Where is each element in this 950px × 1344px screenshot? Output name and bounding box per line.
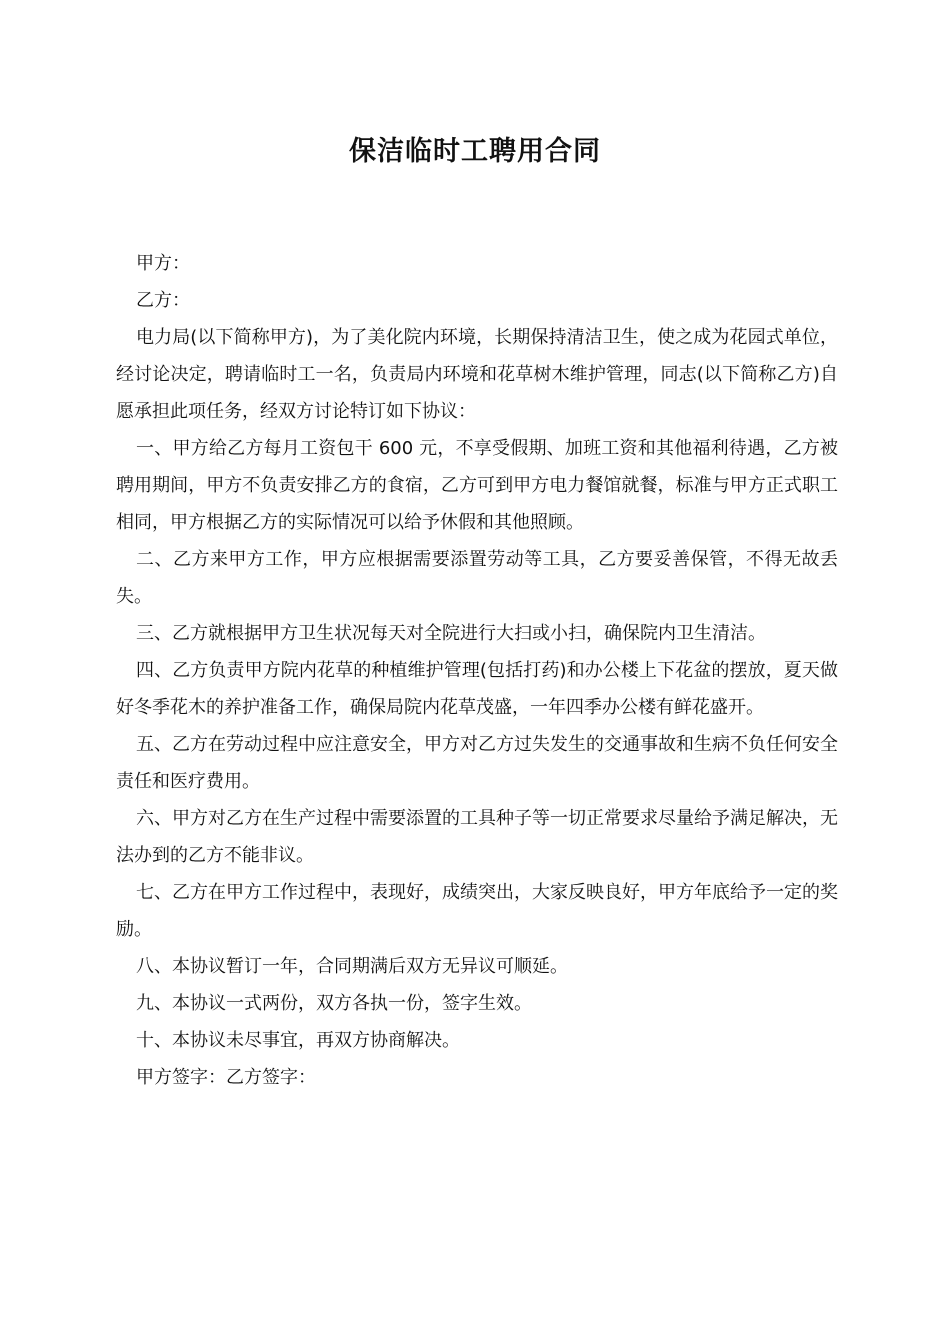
party-b-line: 乙方： (136, 290, 190, 311)
document-body (116, 245, 838, 1096)
clause-8: 八、本协议暂订一年，合同期满后双方无异议可顺延。 (136, 956, 568, 977)
party-a-line: 甲方： (136, 253, 190, 274)
clause-6: 六、甲方对乙方在生产过程中需要添置的工具种子等一切正常要求尽量给予满足解决，无法办到的乙方不能非议。 (116, 808, 838, 866)
clause-4: 四、乙方负责甲方院内花草的种植维护管理(包括打药)和办公楼上下花盆的摆放，夏天做好冬季花木的养护准备工作，确保局院内花草茂盛，一年四季办公楼有鲜花盛开。 (116, 660, 838, 718)
clause-2: 二、乙方来甲方工作，甲方应根据需要添置劳动等工具，乙方要妥善保管，不得无故丢失。 (116, 549, 838, 607)
clause-9: 九、本协议一式两份，双方各执一份，签字生效。 (136, 993, 532, 1014)
clause-1: 一、甲方给乙方每月工资包干 600 元，不享受假期、加班工资和其他福利待遇，乙方被聘用期间，甲方不负责安排乙方的食宿，乙方可到甲方电力餐馆就餐，标准与甲方正式职工相同，甲方根据乙方的实际情况可以给予休假和其他照顾。 (116, 438, 838, 533)
clause-3: 三、乙方就根据甲方卫生状况每天对全院进行大扫或小扫，确保院内卫生清洁。 (136, 623, 766, 644)
intro-paragraph: 电力局(以下简称甲方)，为了美化院内环境，长期保持清洁卫生，使之成为花园式单位，经讨论决定，聘请临时工一名，负责局内环境和花草树木维护管理，同志(以下简称乙方)自愿承担此项任务，经双方讨论特订如下协议： (116, 327, 838, 422)
clause-10: 十、本协议未尽事宜，再双方协商解决。 (136, 1030, 460, 1051)
clause-5: 五、乙方在劳动过程中应注意安全，甲方对乙方过失发生的交通事故和生病不负任何安全责任和医疗费用。 (116, 734, 838, 792)
clause-7: 七、乙方在甲方工作过程中，表现好，成绩突出，大家反映良好，甲方年底给予一定的奖励。 (116, 882, 838, 940)
signature-line: 甲方签字：乙方签字： (136, 1067, 316, 1088)
document-title: 保洁临时工聘用合同 (349, 136, 601, 167)
